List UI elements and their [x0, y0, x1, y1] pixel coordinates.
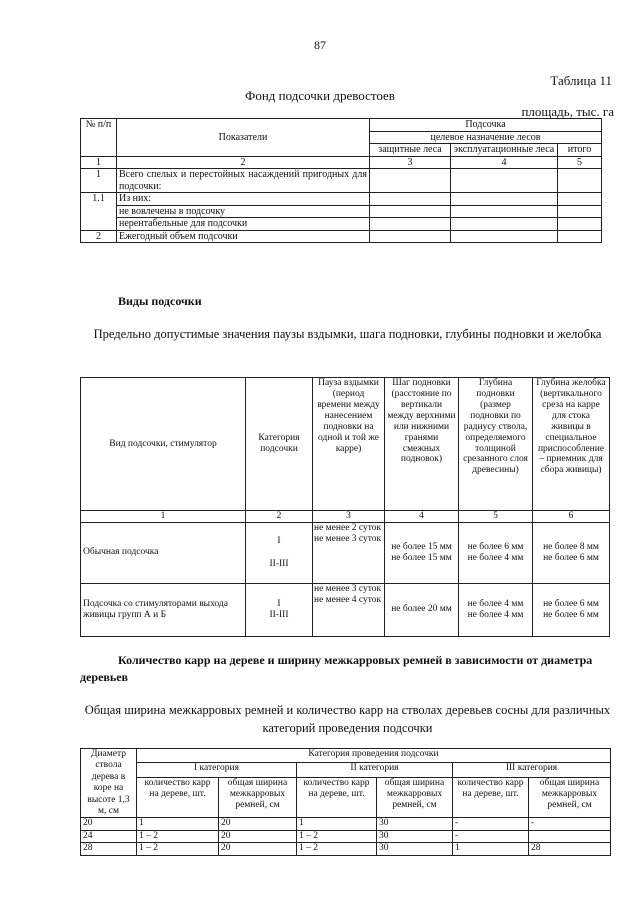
depth-value: не более 6 мм	[467, 542, 524, 552]
table-row	[81, 218, 602, 231]
row-groove	[533, 522, 610, 583]
pause-value: не менее 3 суток	[314, 583, 382, 594]
header-category: Категория подсочки	[246, 378, 313, 511]
header-cat1: I категория	[137, 763, 297, 777]
header-width: общая ширина межкарровых ремней, см	[377, 777, 453, 818]
row-category	[246, 522, 313, 583]
row-pause	[313, 583, 385, 636]
data-cell	[558, 230, 602, 243]
row-label: нерентабельные для подсочки	[117, 218, 370, 231]
row-label: не вовлечены в подсочку	[117, 205, 370, 218]
col-number: 1	[81, 156, 117, 169]
header-count: количество карр на дереве, шт.	[297, 777, 377, 818]
data-cell	[451, 230, 558, 243]
category-value: I	[277, 599, 281, 609]
table-row	[81, 818, 611, 830]
data-cell	[370, 205, 451, 218]
section-heading: Виды подсочки	[118, 294, 202, 308]
cell: 20	[219, 843, 297, 855]
header-pause: Пауза вздымки (период времени между нанесением подновки на одной и той же карре)	[313, 378, 385, 511]
category-value: I	[277, 536, 281, 546]
header-num: № п/п	[81, 119, 117, 157]
limits-table	[80, 377, 610, 637]
row-num: 2	[81, 230, 117, 243]
depth-value: не более 4 мм	[467, 552, 524, 563]
row-step	[385, 522, 459, 583]
data-cell	[370, 193, 451, 206]
data-cell	[451, 205, 558, 218]
table-row	[81, 843, 611, 855]
header-type: Вид подсочки, стимулятор	[81, 378, 246, 511]
header-category: Категория проведения подсочки	[137, 749, 611, 763]
cell	[529, 830, 611, 842]
table-row	[81, 205, 602, 218]
col-number: 2	[246, 511, 313, 523]
header-purpose: целевое назначение лесов	[370, 131, 602, 144]
cell: 1 – 2	[297, 830, 377, 842]
category-value: II-III	[269, 609, 289, 620]
cell: -	[453, 818, 529, 830]
row-pause	[313, 522, 385, 583]
col-number: 4	[451, 156, 558, 169]
row-label: Всего спелых и перестойных насаждений пригодных для подсочки:	[117, 169, 370, 193]
step-value: не более 15 мм	[391, 542, 452, 552]
header-depth: Глубина подновки (размер подновки по радиусу ствола, определяемого толщиной срезанного слоя древесины)	[459, 378, 533, 511]
col-number: 5	[459, 511, 533, 523]
table-row	[81, 830, 611, 842]
cell: 1 – 2	[137, 830, 219, 842]
cell: 28	[81, 843, 137, 855]
header-count: количество карр на дереве, шт.	[453, 777, 529, 818]
groove-value: не более 8 мм	[543, 542, 599, 552]
data-cell	[451, 169, 558, 193]
row-depth	[459, 522, 533, 583]
col-number: 6	[533, 511, 610, 523]
header-exploitation: эксплуатационные леса	[451, 144, 558, 157]
table-row	[81, 583, 610, 636]
col-number: 3	[370, 156, 451, 169]
table-row	[81, 522, 610, 583]
depth-value: не более 4 мм	[467, 609, 524, 620]
step-value: не более 15 мм	[391, 552, 452, 563]
cell: 30	[377, 830, 453, 842]
header-groove: Глубина желобка (вертикального среза на карре для стока живицы в специальное приспособление – приемник для сбора живицы)	[533, 378, 610, 511]
data-cell	[558, 169, 602, 193]
row-depth	[459, 583, 533, 636]
row-label: Ежегодный объем подсочки	[117, 230, 370, 243]
data-cell	[558, 193, 602, 206]
groove-value: не более 6 мм	[543, 609, 599, 620]
header-step: Шаг подновки (расстояние по вертикали между верхними или нижними гранями смежных подновок)	[385, 378, 459, 511]
pause-value: не менее 2 суток	[314, 522, 382, 533]
row-groove	[533, 583, 610, 636]
data-cell	[451, 218, 558, 231]
col-number: 4	[385, 511, 459, 523]
cell: 1	[137, 818, 219, 830]
table-heading: Общая ширина межкарровых ремней и количество карр на стволах деревьев сосны для различных категорий проведения подсочки	[84, 703, 611, 735]
header-width: общая ширина межкарровых ремней, см	[529, 777, 611, 818]
depth-value: не более 4 мм	[467, 599, 524, 609]
table-heading: Предельно допустимые значения паузы вздымки, шага подновки, глубины подновки и желобка	[93, 327, 602, 341]
table-title: Фонд подсочки древостоев	[245, 88, 395, 103]
header-count: количество карр на дереве, шт.	[137, 777, 219, 818]
row-num: 1.1	[81, 193, 117, 231]
data-cell	[370, 230, 451, 243]
cell: -	[529, 818, 611, 830]
groove-value: не более 6 мм	[543, 599, 599, 609]
table-row	[81, 169, 602, 193]
category-value: II-III	[269, 558, 289, 569]
data-cell	[558, 205, 602, 218]
col-number: 3	[313, 511, 385, 523]
cell: 1	[297, 818, 377, 830]
col-number: 5	[558, 156, 602, 169]
header-diameter: Диаметр ствола дерева в коре на высоте 1,3 м, см	[81, 749, 137, 818]
row-num: 1	[81, 169, 117, 193]
cell: 1 – 2	[137, 843, 219, 855]
cell: -	[453, 830, 529, 842]
col-number: 1	[81, 511, 246, 523]
cell: 1 – 2	[297, 843, 377, 855]
header-width: общая ширина межкарровых ремней, см	[219, 777, 297, 818]
header-indicators: Показатели	[117, 119, 370, 157]
cell: 30	[377, 843, 453, 855]
data-cell	[370, 169, 451, 193]
karr-table	[80, 748, 611, 856]
section-heading: Количество карр на дереве и ширину межкарровых ремней в зависимости от диаметра деревьев	[80, 653, 593, 684]
page-number: 87	[314, 38, 326, 52]
cell: 28	[529, 843, 611, 855]
data-cell	[558, 218, 602, 231]
table-unit: площадь, тыс. га	[521, 104, 614, 119]
header-cat2: II категория	[297, 763, 453, 777]
cell: 20	[219, 830, 297, 842]
podsochka-fund-table	[80, 118, 602, 243]
header-total: итого	[558, 144, 602, 157]
table-label: Таблица 11	[550, 73, 612, 88]
table-row	[81, 193, 602, 206]
header-protective: защитные леса	[370, 144, 451, 157]
header-cat3: III категория	[453, 763, 611, 777]
cell: 20	[81, 818, 137, 830]
cell: 1	[453, 843, 529, 855]
row-type: Обычная подсочка	[81, 522, 246, 583]
cell: 24	[81, 830, 137, 842]
pause-value: не менее 4 суток	[314, 594, 382, 605]
row-label: Из них:	[117, 193, 370, 206]
col-number: 2	[117, 156, 370, 169]
row-step: не более 20 мм	[385, 583, 459, 636]
row-type: Подсочка со стимуляторами выхода живицы групп А и Б	[81, 583, 246, 636]
data-cell	[451, 193, 558, 206]
table-row	[81, 230, 602, 243]
data-cell	[370, 218, 451, 231]
header-podsochka: Подсочка	[370, 119, 602, 132]
cell: 20	[219, 818, 297, 830]
groove-value: не более 6 мм	[543, 552, 599, 563]
row-category	[246, 583, 313, 636]
cell: 30	[377, 818, 453, 830]
pause-value: не менее 3 суток	[314, 533, 382, 544]
